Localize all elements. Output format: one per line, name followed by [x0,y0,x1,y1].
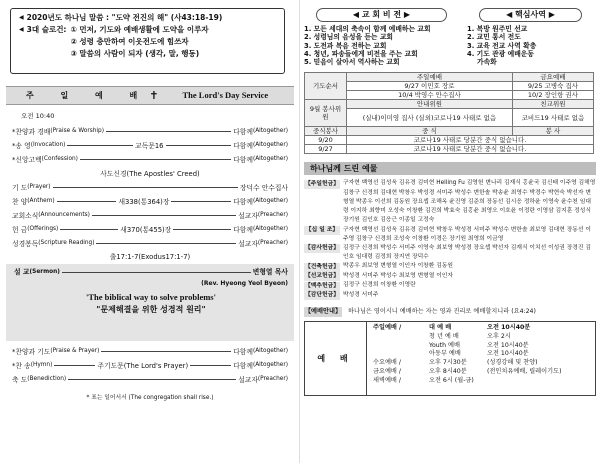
schedule-type: 새벽예배 / [373,376,401,384]
worship-guide-verse: 하나님은 영이시니 예배하는 자는 영과 진리로 예배할지니라 (요4:24) [348,308,536,316]
leader-line [92,215,236,216]
triangle-bullet-icon: ◀ [19,26,24,33]
leader-line [190,365,231,366]
duty-cell: 코로나19 사태로 당분간 중식 없습니다. [347,136,594,145]
preacher-name-en: (Rev. Hyeong Yeol Byeon) [201,279,288,287]
sermon-section [6,264,294,341]
offering-tag: 【감사헌금】 [305,245,339,252]
schedule-type: 수요예배 / [373,359,401,367]
schedule-time: 오전 10시40분 [487,350,529,358]
order-name: *찬 송 [12,361,31,370]
ministry-heading: ◀ 핵심사역 ▶ [479,8,582,22]
duty-cell: 9/27 [305,145,347,154]
order-leader-en: (Altogether) [252,128,288,135]
year-title-row [19,12,279,24]
cross-icon: ✝ [149,88,159,102]
schedule-type [373,333,429,342]
offering-names: 구자현 백영선 김성욱 김유경 김미현 박창우 박성경 서미주 박성수 변한솔 최보영 김대현 장동선 이주영 김창구 신경희 조성숙 이창환 이경은 장기원 최영희 이금영 [343,226,591,242]
leader-line [67,145,133,146]
leader-line [173,229,231,230]
order-item-anthem [12,195,288,209]
schedule-name: 오후 8시40분 [429,367,467,375]
slogan-item: ② 성령 충만하여 이웃전도에 힘쓰자 [70,37,189,46]
duty-cell: 코비드19 사태로 없음 [512,109,593,127]
service-time: 오전 10:40 [21,112,55,120]
order-leader: 다함께 [233,197,253,206]
offering-names: 박성경 서미주 박성수 최보영 변형열 이인자 [343,272,454,279]
order-item-prayer [12,181,288,195]
theme-box [10,8,285,74]
service-header [6,86,294,105]
order-en: (Invocation) [30,142,66,149]
order-leader-en: (Altogether) [252,156,288,163]
vision-heading: ◀ 교 회 비 전 ▶ [316,8,447,22]
duty-row [305,136,594,145]
scripture-reference: 출17:1-7(Exodus17:1-7) [109,252,191,261]
order-item-praise [12,125,288,139]
duty-cell: (실내)이미영 집사 (실외)코로나19 사태로 없음 [347,109,513,127]
service-header-row [305,100,594,109]
order-name: 성경봉독 [12,239,39,248]
offering-names: 박종우 최보영 변형열 이인자 이창환 김동원 [343,263,454,270]
year-title: 2020년도 하나님 말씀 : "도약 전진의 해" (사43:18-19) [26,13,223,22]
duty-row [305,145,594,154]
offering-tag: 【주일헌금】 [305,180,339,187]
duty-col-fellowship: 친교위원 [512,100,593,109]
right-column [304,6,596,458]
center-fold-divider [299,0,300,463]
triangle-bullet-icon: ◀ [19,14,24,21]
order-en: (Offerings) [27,226,59,233]
service-title-en: The Lord's Day Service [182,90,269,101]
order-leader: 다함께 [233,141,253,150]
order-leader: 다함께 [233,347,253,356]
schedule-time: (성경강해 및 찬양) [487,359,538,367]
closing-order [6,345,294,402]
slogan-list [70,24,208,60]
order-leader: 설교자 [238,239,258,248]
offering-names: 김정구 신경희 이창환 이영란 [343,282,416,289]
worship-schedule-list [367,322,595,395]
offering-tag: 【선교헌금】 [305,273,339,280]
worship-guide-row [304,306,596,317]
order-leader-en: (Altogether) [252,142,288,149]
offering-row-sunday [304,179,596,225]
lunch-service-label: 중식봉사 [305,127,347,136]
sermon-label: 설 교 [14,268,30,277]
slogan-item: ① 먼저, 기도와 예배생활에 도약을 이루자 [70,25,209,34]
order-leader: 설교자 [238,375,258,384]
schedule-line [373,377,589,386]
schedule-name: 오전 6시 (월-금) [429,376,474,384]
leader-line [57,201,117,202]
leader-line [68,379,236,380]
order-mid: 교독문16 [135,141,164,150]
order-leader-en: (Preacher) [257,240,288,247]
order-en: (Anthem) [27,198,55,205]
duty-row [305,91,594,100]
order-item-announcements [12,209,288,223]
offering-tag: 【맥추헌금】 [305,282,339,289]
schedule-type [373,342,429,351]
order-item-benediction [12,373,288,387]
duty-row [305,82,594,91]
schedule-time: 오전 10시40분 [487,324,531,332]
duty-table [304,72,594,154]
vision-item: 1. 모든 세대의 축속이 함께 예배하는 교회 [304,25,431,33]
schedule-line [373,368,589,377]
order-en: (Announcements) [38,212,90,219]
slogan-item: ③ 말씀의 사람이 되자 (생각, 말, 행동) [70,49,200,58]
duty-col-sunday: 주일예배 [347,73,513,82]
order-leader: 다함께 [233,225,253,234]
schedule-line [373,350,589,359]
schedule-name: Youth 예배 [429,341,460,349]
offering-names: 김정구 신경희 박성수 서미주 이영숙 최보영 박성경 장요셉 박선자 김재식 이치선 이성권 장경진 김인호 임대령 김정희 장지연 장덕수 [343,244,591,261]
preacher-name: 변형열 목사 [252,268,288,277]
ministry-item: 2. 교민 통서 전도 [467,33,521,42]
order-of-worship [6,125,294,261]
schedule-time: 오후 2시 [487,333,511,341]
offering-tag: 【건축헌금】 [305,263,339,270]
schedule-line [373,333,589,342]
order-item-scripture-reading [12,237,288,251]
vision-item: 4. 청년, 파송들에게 비전을 주는 교회 [304,49,418,58]
vision-item: 2. 성령님의 음성을 듣는 교회 [304,33,393,42]
order-leader-en: (Altogether) [252,198,288,205]
schedule-time: (전인치유예배, 릴레이기도) [487,367,562,375]
sermon-label-en: (Sermon) [29,268,60,275]
schedule-line [373,342,589,351]
order-item-offerings [12,223,288,237]
schedule-time [487,377,589,386]
sermon-title-ko: "문제해결을 위한 성경적 원리" [96,305,206,315]
order-leader-en: (Altogether) [252,362,288,369]
leader-line [101,351,231,352]
offering-row-mission [304,272,596,282]
left-column [6,6,294,458]
slogan-row [19,24,279,60]
order-leader-en: (Preacher) [257,212,288,219]
schedule-line [373,359,589,368]
schedule-line [373,324,589,333]
order-leader-en: (Altogether) [252,348,288,355]
order-leader: 다함께 [233,361,253,370]
order-mid: 새370(통455)장 [120,225,172,234]
vision-ministry-section [304,6,596,66]
order-name: 축 도 [12,375,28,384]
order-name: *찬양과 경배 [12,127,51,136]
duty-cell: 10/4 박영수 안수집사 [347,91,513,100]
duty-row [305,109,594,127]
offering-tag: 【십 일 조】 [305,227,339,233]
schedule-name: 청 년 예 배 [429,333,459,341]
offering-row-harvest [304,281,596,291]
order-name: *신앙고백 [12,155,42,164]
order-name: *송 영 [12,141,31,150]
offering-tag: 【감단헌금】 [305,292,339,299]
offering-names: 박성경 서미주 [343,291,379,298]
duty-header-row [305,73,594,82]
worship-schedule [304,321,596,396]
offering-names: 구자현 백영선 김성욱 김유경 김미현 Helling Fu 김영헌 변나리 김재식 홍윤국 김신태 이주영 김해영 김창구 신경희 김대현 박창우 박성경 서미주 박성수 변한솔 박송윤 최영수 박경수 박현숙 박선자 변형열 박종우 이선희 김동원 장요셉 조해옥 윤진영 김준희 장동선 김시응 정하윤 이영숙 윤수천 임대령 이지하 최향미 오성숙 이창환 김진희 박효숙 김홍윤 최영오 이호윤 이정란 이영삼 김지훈 정성식 장기원 김인호 김응근 이종일 고정숙 [343,180,596,224]
duty-cell: 9/27 이민호 장로 [347,82,513,91]
leader-line [80,159,231,160]
lunch-header-row [305,127,594,136]
core-ministry [459,6,594,66]
leader-line [60,229,118,230]
order-name: 찬 양 [12,197,28,206]
service-title-ko: 주 일 예 배 [26,90,150,100]
leader-line [106,131,231,132]
leader-line [53,187,238,188]
service-committee-label: 9월 봉사위원 [305,100,347,127]
ministry-item: 1. 복방 원주민 선교 [467,25,528,33]
schedule-time: 오전 10시40분 [487,341,529,349]
order-en: (Benediction) [27,376,67,383]
order-mid: 주기도문(The Lord's Prayer) [97,361,189,370]
leader-line [54,365,95,366]
order-name: 헌 금 [12,225,28,234]
order-item-invocation [12,139,288,153]
leader-line [171,201,231,202]
order-leader-en: (Altogether) [252,226,288,233]
ministry-item: 가속화 [477,58,497,67]
ministry-item: 3. 교육 전교 사역 확충 [467,41,537,50]
vision-item: 3. 도전과 복음 전하는 교회 [304,41,387,50]
sermon-title-en: 'The biblical way to solve problems' [86,292,216,303]
duty-cell: 코로나19 사태로 당분간 중식 없습니다. [347,145,594,154]
order-leader: 다함께 [233,155,253,164]
creed-line: 사도신경(The Apostles' Creed) [100,169,200,178]
schedule-type: 주일예배 / [373,324,402,332]
schedule-name: 오후 7시30분 [429,359,467,367]
order-en: (Hymn) [30,362,53,369]
order-en: (Praise & Worship) [50,128,104,135]
schedule-type: 금요예배 / [373,367,401,375]
leader-line [166,145,232,146]
offering-row-tithe [304,226,596,244]
schedule-type [373,350,429,359]
offering-row-building [304,262,596,272]
duty-col-friday: 금요예배 [512,73,593,82]
order-item-confession [12,153,288,167]
duty-cell: 10/2 장인항 권사 [512,91,593,100]
duty-col-usher: 안내위원 [347,100,513,109]
duty-col-lunch: 중 식 [347,127,513,136]
order-leader: 다함께 [233,127,253,136]
offerings-heading: 하나님께 드린 예물 [304,162,596,175]
offering-row-special [304,291,596,301]
order-name: *찬양과 기도 [12,347,51,356]
slogan-label: 3대 슬로건: [26,25,67,34]
prayer-order-label: 기도순서 [305,73,347,100]
offering-row-thanks [304,244,596,262]
leader-line [96,243,236,244]
ministry-list [467,25,594,66]
duty-cell: 9/25 고병숙 집사 [512,82,593,91]
order-name: 교회소식 [12,211,39,220]
worship-guide-tag: 【예배안내】 [304,307,342,315]
offerings-list [304,179,596,300]
schedule-name: 아동부 예배 [429,350,461,358]
order-en: (Confession) [41,156,78,163]
order-leader: 장덕수 안수집사 [239,183,288,192]
order-leader-en: (Preacher) [257,376,288,383]
duty-cell: 9/20 [305,136,347,145]
church-vision [304,6,459,66]
standing-footnote: * 표는 일어서서 (The congregation shall rise.) [86,394,214,401]
order-en: (Scripture Reading) [38,240,95,247]
vision-item: 5. 믿음이 살아서 역사하는 교회 [304,58,400,67]
duty-col-serve: 봉 사 [512,127,593,136]
order-en: (Praise & Prayer) [50,348,100,355]
order-en: (Prayer) [27,184,51,191]
worship-schedule-label: 예 배 [305,322,367,395]
sermon-row [14,266,288,279]
order-item-hymn [12,359,288,373]
leader-line [62,272,251,273]
schedule-name: 대 예 배 [429,324,452,332]
ministry-item: 4. 기도 관광 예배운동 [467,49,534,58]
order-name: 기 도 [12,183,28,192]
order-mid: 새338(통364)장 [118,197,170,206]
order-item-praise-prayer [12,345,288,359]
vision-list [304,25,459,66]
order-leader: 설교자 [238,211,258,220]
